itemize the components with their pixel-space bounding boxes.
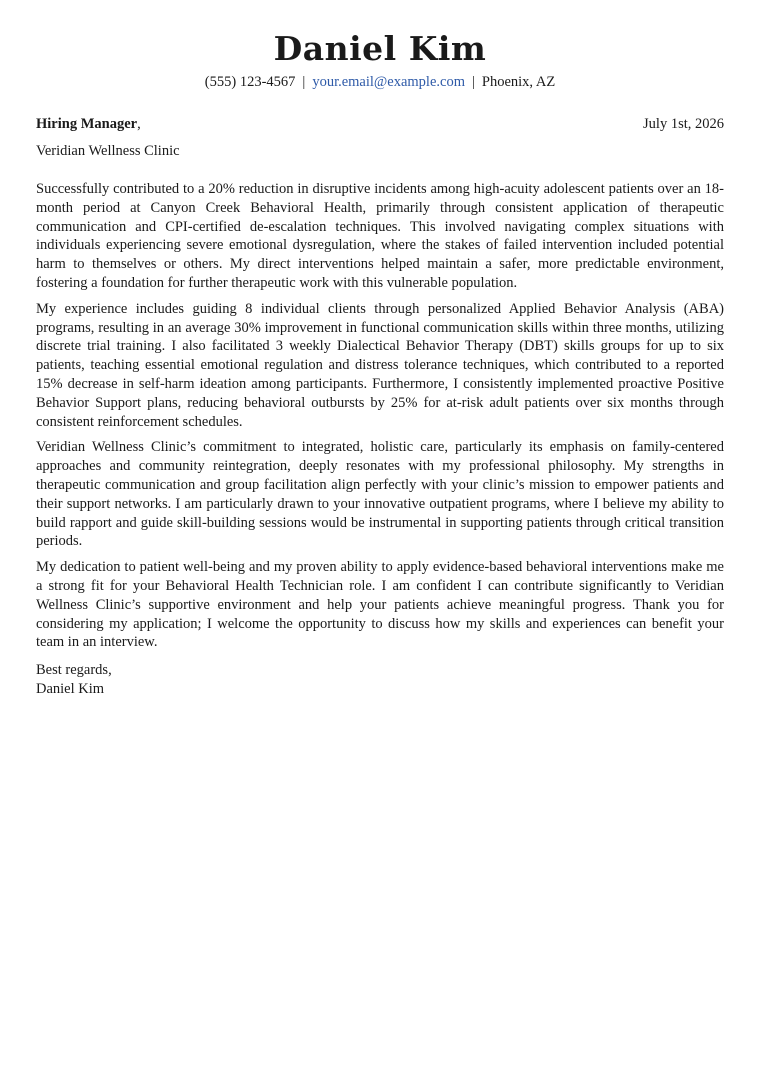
closing-block [36,661,724,699]
signature-name: Daniel Kim [36,681,105,698]
salutation [36,115,141,133]
body-paragraph: Successfully contributed to a 20% reduction in disruptive incidents among high-acuity adolescent patients over an 18-month period at Canyon Creek Behavioral Health, primarily through consistent application of therapeutic communication and CPI-certified de-escalation techniques. This involved navigating complex situations with individuals experiencing severe emotional dysregulation, where the stakes of failed intervention included potential harm to themselves or others. My direct interventions helped maintain a safer, more predictable environment, fostering a foundation for further therapeutic work with this vulnerable population. [36,181,724,291]
body-paragraph: My dedication to patient well-being and my proven ability to apply evidence-based behavioral interventions make me a strong fit for your Behavioral Health Technician role. I am confident I can contribute significantly to Veridian Wellness Clinic’s supportive environment and help your patients achieve meaningful progress. Thank you for considering my application; I welcome the opportunity to discuss how my skills and experiences can benefit your team in an interview. [36,559,724,651]
email-link[interactable]: your.email@example.com [312,74,465,90]
letter-date: July 1st, 2026 [643,116,724,132]
applicant-name: Daniel Kim [273,29,487,68]
phone-number: (555) 123-4567 [204,74,296,90]
contact-line [36,73,724,91]
location: Phoenix, AZ [481,74,556,90]
body-paragraph: Veridian Wellness Clinic’s commitment to integrated, holistic care, particularly its emphasis on family-centered approaches and community reintegration, deeply resonates with my professional philosophy. My strengths in therapeutic communication and group facilitation align perfectly with your clinic’s mission to empower patients and their support networks. I am particularly drawn to your innovative outpatient programs, where I believe my ability to build rapport and guide skill-building sessions would be instrumental in supporting patients through critical transition periods. [36,439,724,550]
letter-body [36,180,724,652]
salutation-punct: , [137,116,141,132]
contact-separator: | [302,74,306,90]
closing-phrase: Best regards, [36,662,112,679]
body-paragraph: My experience includes guiding 8 individual clients through personalized Applied Behavior Analysis (ABA) programs, resulting in an average 30% improvement in functional communication skills within three months, utilizing discrete trial training. I also facilitated 3 weekly Dialectical Behavior Therapy (DBT) skills groups for up to six patients, teaching essential emotional regulation and distress tolerance techniques, which contributed to a reported 15% decrease in self-harm ideation among participants. Furthermore, I consistently implemented proactive Positive Behavior Support plans, reducing behavioral outbursts by 25% for at-risk adult patients over six months through consistent reinforcement schedules. [36,300,724,430]
salutation-name: Hiring Manager [36,116,138,132]
recipient-row [36,115,724,133]
contact-separator: | [471,74,475,90]
company-name: Veridian Wellness Clinic [36,143,180,159]
